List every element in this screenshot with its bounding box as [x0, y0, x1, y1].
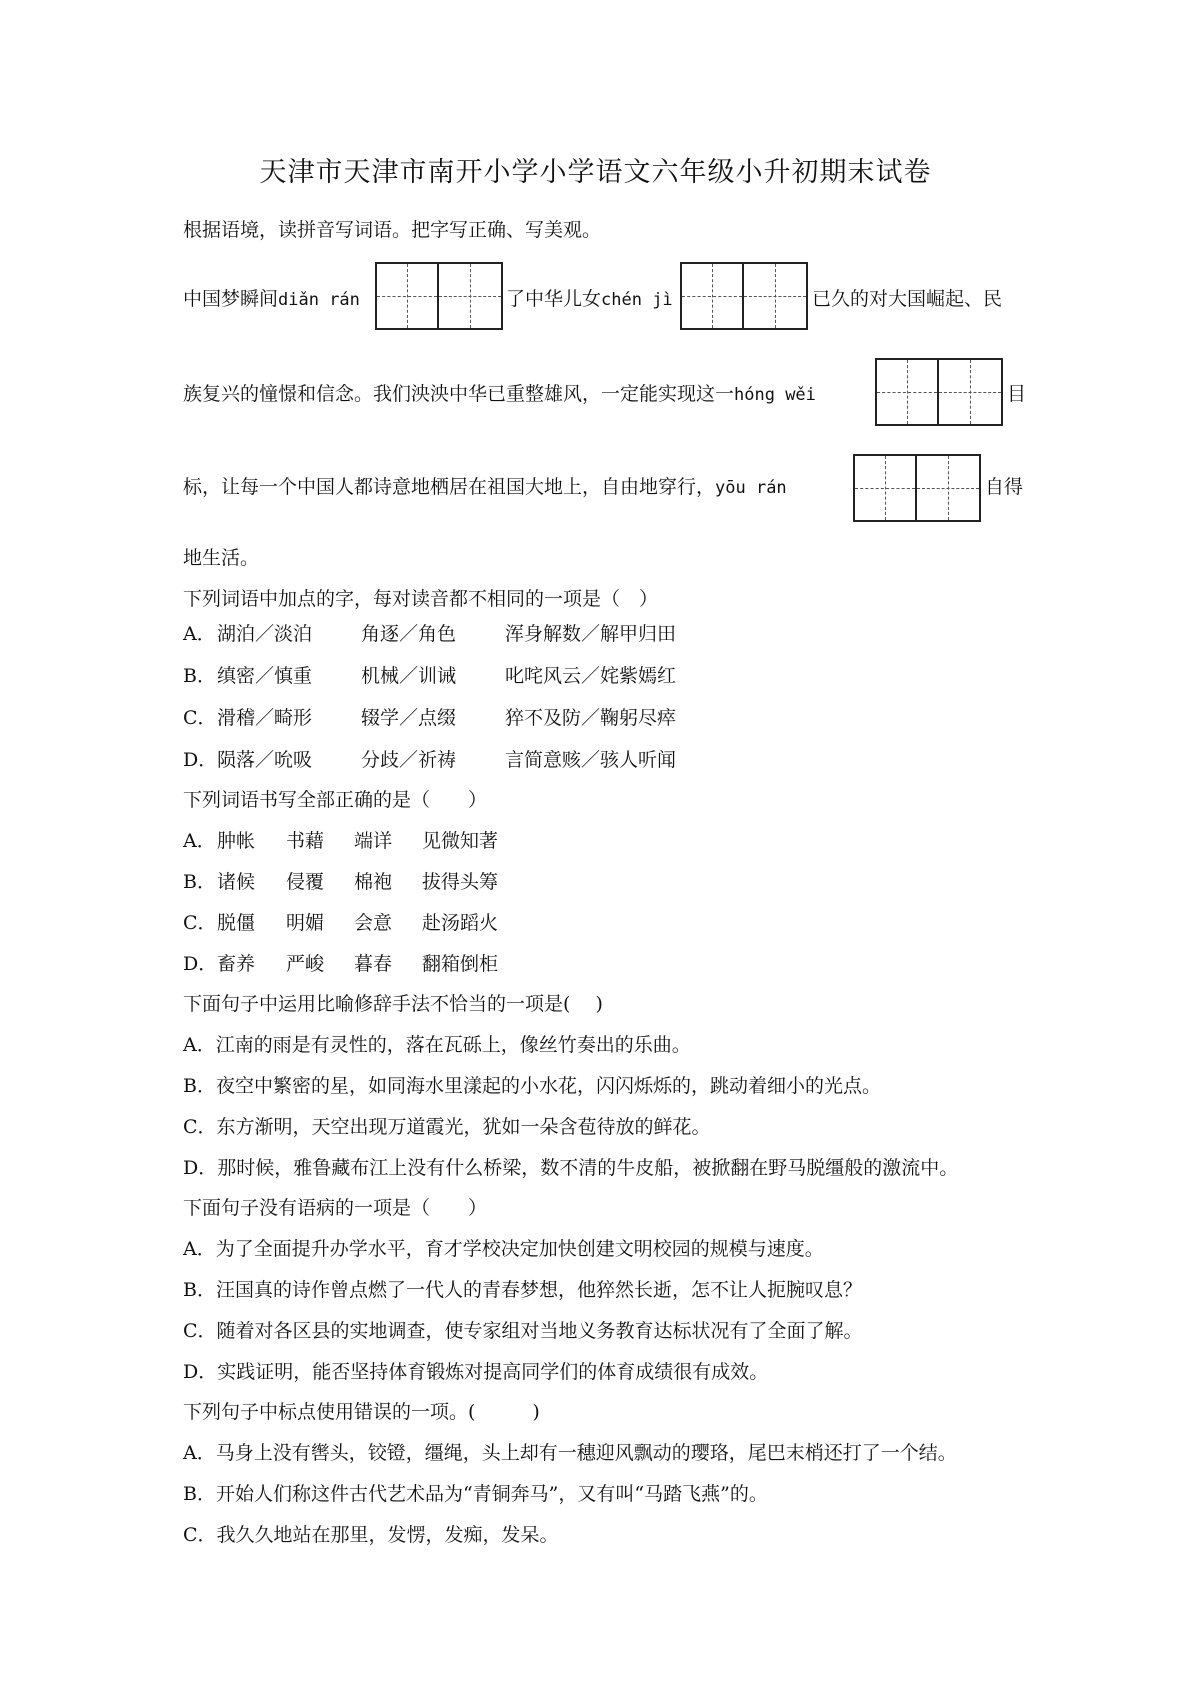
q4-option-b: B．夜空中繁密的星，如同海水里漾起的小水花，闪闪烁烁的，跳动着细小的光点。: [183, 1075, 881, 1097]
q3-option-b: B．: [183, 871, 216, 893]
q3-b-w2: 侵覆: [286, 871, 325, 893]
pinyin-chen-ji: chén jì: [601, 290, 673, 310]
q4-option-a: A．江南的雨是有灵性的，落在瓦砾上，像丝竹奏出的乐曲。: [183, 1034, 691, 1056]
q1-instruction: 根据语境，读拼音写词语。把字写正确、写美观。: [183, 219, 602, 241]
q3-b-w1: 诸候: [217, 871, 256, 893]
pinyin-hong-wei: hóng wěi: [734, 385, 816, 405]
q3-d-w1: 畜养: [217, 953, 256, 975]
q1-line-1-end: 已久的对大国崛起、民: [812, 288, 1003, 310]
q4-option-d: D．那时候，雅鲁藏布江上没有什么桥梁，数不清的牛皮船，被掀翻在野马脱缰般的激流中。: [183, 1157, 959, 1179]
q1-line-1-mid: [506, 287, 673, 312]
page-title: 天津市天津市南开小学小学语文六年级小升初期末试卷: [259, 157, 932, 188]
answer-box-4[interactable]: [853, 454, 981, 522]
q6-option-c: C．我久久地站在那里，发愣，发痴，发呆。: [183, 1524, 559, 1546]
q2-b-col3: 叱咤风云／姹紫嫣红: [505, 665, 677, 687]
q3-a-w1: 肿帐: [217, 830, 256, 852]
q3-c-w4: 赴汤蹈火: [422, 912, 499, 934]
q3-a-w2: 书藉: [286, 830, 325, 852]
answer-box-2[interactable]: [680, 262, 808, 330]
q5-option-a: A．为了全面提升办学水平，育才学校决定加快创建文明校园的规模与速度。: [183, 1238, 824, 1260]
q1-text: 族复兴的憧憬和信念。我们泱泱中华已重整雄风，一定能实现这一: [183, 383, 735, 405]
q3-a-w3: 端详: [354, 830, 393, 852]
q3-option-c: C．: [183, 912, 217, 934]
q2-c-col3: 猝不及防／鞠躬尽瘁: [505, 707, 677, 729]
q3-a-w4: 见微知著: [422, 830, 499, 852]
q2-d-col2: 分歧／祈祷: [361, 749, 457, 771]
q3-d-w3: 暮春: [354, 953, 393, 975]
q3-b-w4: 拔得头筹: [422, 871, 499, 893]
answer-box-3[interactable]: [875, 358, 1003, 426]
q6-option-b: B．开始人们称这件古代艺术品为“青铜奔马”，又有叫“马踏飞燕”的。: [183, 1483, 768, 1505]
pinyin-you-ran: yōu rán: [715, 478, 787, 498]
q3-d-w2: 严峻: [286, 953, 325, 975]
q1-line-4: 地生活。: [183, 547, 260, 569]
q5-option-c: C．随着对各区县的实地调查，使专家组对当地义务教育达标状况有了全面了解。: [183, 1320, 863, 1342]
q2-stem: 下列词语中加点的字，每对读音都不相同的一项是（ ）: [183, 588, 659, 610]
q2-a-col1: 湖泊／淡泊: [217, 623, 313, 645]
q3-d-w4: 翻箱倒柜: [422, 953, 499, 975]
q1-line-3-end: 自得: [985, 476, 1024, 498]
q1-line-1: [183, 287, 360, 312]
q6-option-a: A．马身上没有辔头，铰镫，缰绳，头上却有一穗迎风飘动的璎珞，尾巴末梢还打了一个结。: [183, 1442, 957, 1464]
q3-c-w1: 脱僵: [217, 912, 256, 934]
q5-option-b: B．汪国真的诗作曾点燃了一代人的青春梦想，他猝然长逝，怎不让人扼腕叹息？: [183, 1279, 862, 1301]
q2-b-col1: 缜密／慎重: [217, 665, 313, 687]
q2-option-c: C．: [183, 707, 217, 729]
q2-b-col2: 机械／训诫: [361, 665, 457, 687]
q5-option-d: D．实践证明，能否坚持体育锻炼对提高同学们的体育成绩很有成效。: [183, 1361, 769, 1383]
q3-c-w2: 明媚: [286, 912, 325, 934]
q2-option-b: B．: [183, 665, 216, 687]
q1-line-2-end: 目: [1007, 383, 1027, 405]
q3-c-w3: 会意: [354, 912, 393, 934]
q4-stem: 下面句子中运用比喻修辞手法不恰当的一项是( ): [183, 993, 603, 1015]
pinyin-dian-ran: diǎn rán: [278, 290, 360, 310]
q1-text: 标，让每一个中国人都诗意地栖居在祖国大地上，自由地穿行，: [183, 476, 716, 498]
q3-option-a: A．: [183, 830, 216, 852]
q6-stem: 下列句子中标点使用错误的一项。( ): [183, 1401, 540, 1423]
q3-stem: 下列词语书写全部正确的是（ ）: [183, 789, 488, 811]
answer-box-1[interactable]: [375, 262, 503, 330]
q2-a-col3: 浑身解数／解甲归田: [505, 623, 677, 645]
q2-d-col3: 言简意赅／骇人听闻: [505, 749, 677, 771]
q4-option-c: C．东方渐明，天空出现万道霞光，犹如一朵含苞待放的鲜花。: [183, 1116, 711, 1138]
q2-d-col1: 陨落／吮吸: [217, 749, 313, 771]
q2-c-col1: 滑稽／畸形: [217, 707, 313, 729]
q1-line-3: [183, 475, 787, 500]
q2-option-a: A．: [183, 623, 216, 645]
q5-stem: 下面句子没有语病的一项是（ ）: [183, 1197, 488, 1219]
q3-b-w3: 棉袍: [354, 871, 393, 893]
q1-text: 了中华儿女: [506, 288, 602, 310]
q2-a-col2: 角逐／角色: [361, 623, 457, 645]
q2-c-col2: 辍学／点缀: [361, 707, 457, 729]
q1-text: 中国梦瞬间: [183, 288, 279, 310]
q3-option-d: D．: [183, 953, 218, 975]
q1-line-2: [183, 382, 816, 407]
q2-option-d: D．: [183, 749, 218, 771]
